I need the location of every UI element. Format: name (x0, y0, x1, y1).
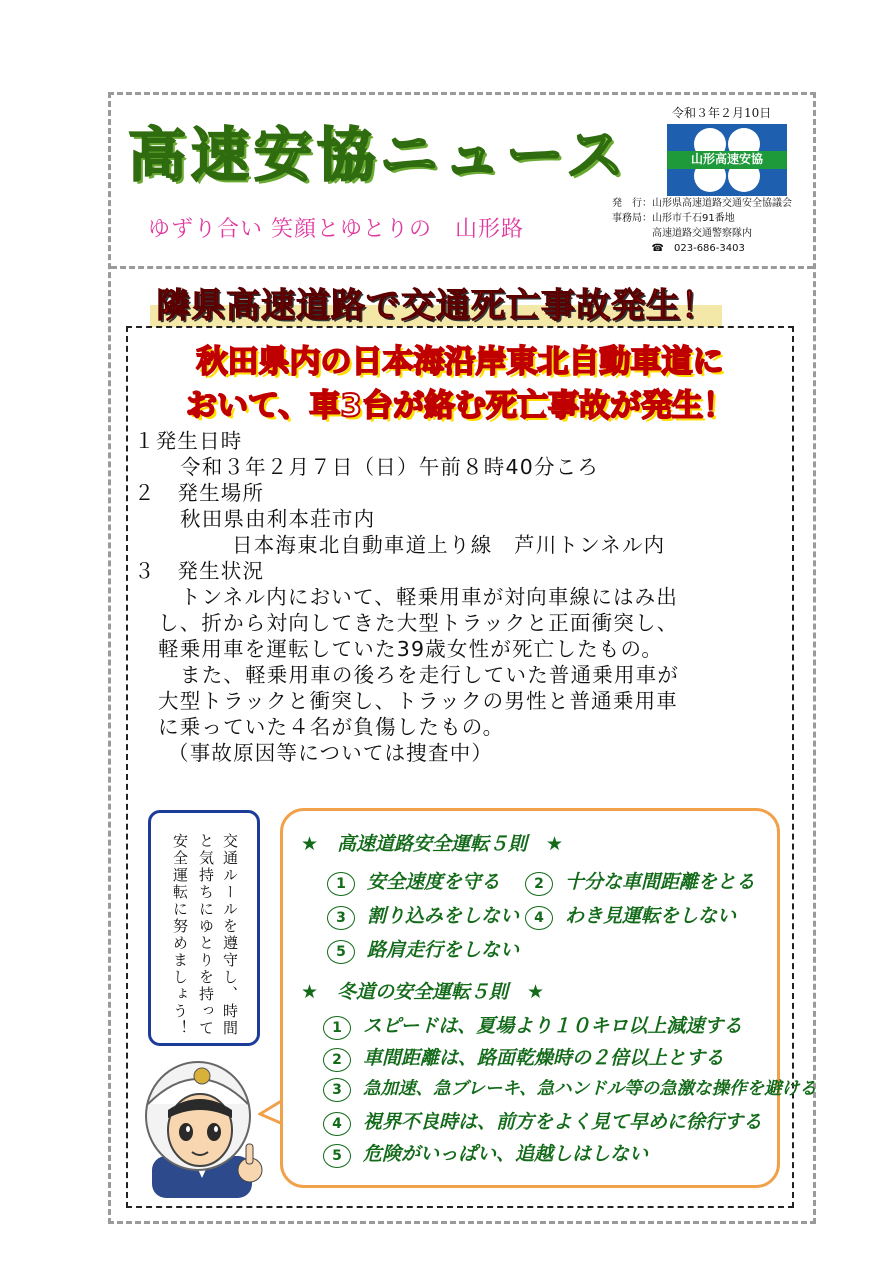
message-line: 安全運転に努めましょう！ (171, 833, 189, 1037)
rule-text: 急加速、急ブレーキ、急ハンドル等の急激な操作を避ける (363, 1079, 817, 1099)
winter-rules-title: ★ 冬道の安全運転５則 ★ (301, 981, 545, 1003)
body-line: に乗っていた４名が負傷したもの。 (158, 715, 505, 739)
accident-datetime: 令和３年２月７日（日）午前８時40分ころ (180, 455, 600, 479)
message-line: 交通ルールを遵守し、時間 (221, 833, 239, 1037)
article-body (134, 428, 786, 766)
rule-text: スピードは、夏場より１０キロ以上減速する (363, 1015, 743, 1037)
rule-item (525, 867, 755, 896)
publisher-name: 山形県高速道路交通安全協議会 (652, 198, 792, 209)
office-label: 事務局： (612, 213, 652, 224)
accident-place: 秋田県由利本荘市内 (180, 507, 376, 531)
rule-number: 3 (323, 1078, 351, 1102)
office-name: 高速道路交通警察隊内 (652, 228, 752, 239)
rule-number: 5 (327, 940, 355, 964)
newsletter-title: 高速安協ニュース (128, 121, 630, 189)
body-line: 軽乗用車を運転していた39歳女性が死亡したもの。 (158, 637, 664, 661)
body-line: し、折から対向してきた大型トラックと正面衝突し、 (158, 611, 679, 635)
section-heading: １発生日時 (134, 429, 243, 453)
logo-text: 山形高速安協 (690, 152, 763, 166)
accident-place: 日本海東北自動車道上り線 芦川トンネル内 (232, 533, 666, 557)
header-divider (111, 266, 813, 269)
safety-message-box (148, 810, 260, 1046)
rule-number: 2 (323, 1048, 351, 1072)
phone-number: 023-686-3403 (674, 243, 745, 254)
subtitle-line: おいて、車3台が絡む死亡事故が発生！ (186, 388, 734, 424)
clover-logo-icon (667, 124, 787, 196)
rule-item (327, 867, 500, 896)
rule-item (323, 1107, 762, 1136)
section-heading: ３ 発生状況 (134, 559, 265, 583)
slogan: ゆずり合い 笑顔とゆとりの 山形路 (148, 217, 524, 242)
rule-item (525, 901, 736, 930)
rule-text: 安全速度を守る (367, 871, 501, 893)
body-line: また、軽乗用車の後ろを走行していた普通乗用車が (180, 663, 680, 687)
headline: 隣県高速道路で交通死亡事故発生！ (150, 278, 722, 327)
body-line: 大型トラックと衝突し、トラックの男性と普通乗用車 (158, 689, 678, 713)
rule-text: 割り込みをしない (367, 905, 520, 927)
safety-rules-bubble (280, 808, 817, 1188)
body-line: トンネル内において、軽乗用車が対向車線にはみ出 (180, 585, 679, 609)
message-line: と気持ちにゆとりを持って (197, 833, 215, 1037)
publisher-info (612, 196, 792, 256)
rule-item (323, 1075, 817, 1102)
investigation-note: （事故原因等については捜査中） (168, 741, 494, 765)
rule-number: 4 (323, 1112, 351, 1136)
rule-text: わき見運転をしない (565, 905, 737, 927)
rule-text: 路肩走行をしない (367, 939, 520, 961)
rule-number: 1 (323, 1016, 351, 1040)
rule-text: 視界不良時は、前方をよく見て早めに徐行する (363, 1111, 763, 1133)
rule-number: 4 (525, 906, 553, 930)
subtitle-line: 秋田県内の日本海沿岸東北自動車道に (196, 344, 724, 380)
rule-number: 1 (327, 872, 355, 896)
publisher-label: 発 行： (612, 198, 652, 209)
issue-date: 令和３年２月10日 (672, 106, 772, 120)
rule-item (323, 1011, 742, 1040)
rule-number: 5 (323, 1144, 351, 1168)
section-heading: ２ 発生場所 (134, 481, 265, 505)
phone-icon: ☎ (651, 243, 664, 254)
rule-number: 2 (525, 872, 553, 896)
police-officer-illustration (132, 1058, 282, 1198)
rule-item (327, 901, 519, 930)
rule-item (323, 1043, 724, 1072)
rule-item (327, 935, 519, 964)
rule-item (323, 1139, 648, 1168)
article-subtitle (160, 340, 760, 428)
rule-text: 十分な車間距離をとる (565, 871, 756, 893)
rule-text: 危険がいっぱい、追越しはしない (363, 1143, 649, 1165)
rule-number: 3 (327, 906, 355, 930)
highway-rules-title: ★ 高速道路安全運転５則 ★ (301, 833, 564, 855)
office-address: 山形市千石91番地 (652, 213, 735, 224)
rule-text: 車間距離は、路面乾燥時の２倍以上とする (363, 1047, 725, 1069)
